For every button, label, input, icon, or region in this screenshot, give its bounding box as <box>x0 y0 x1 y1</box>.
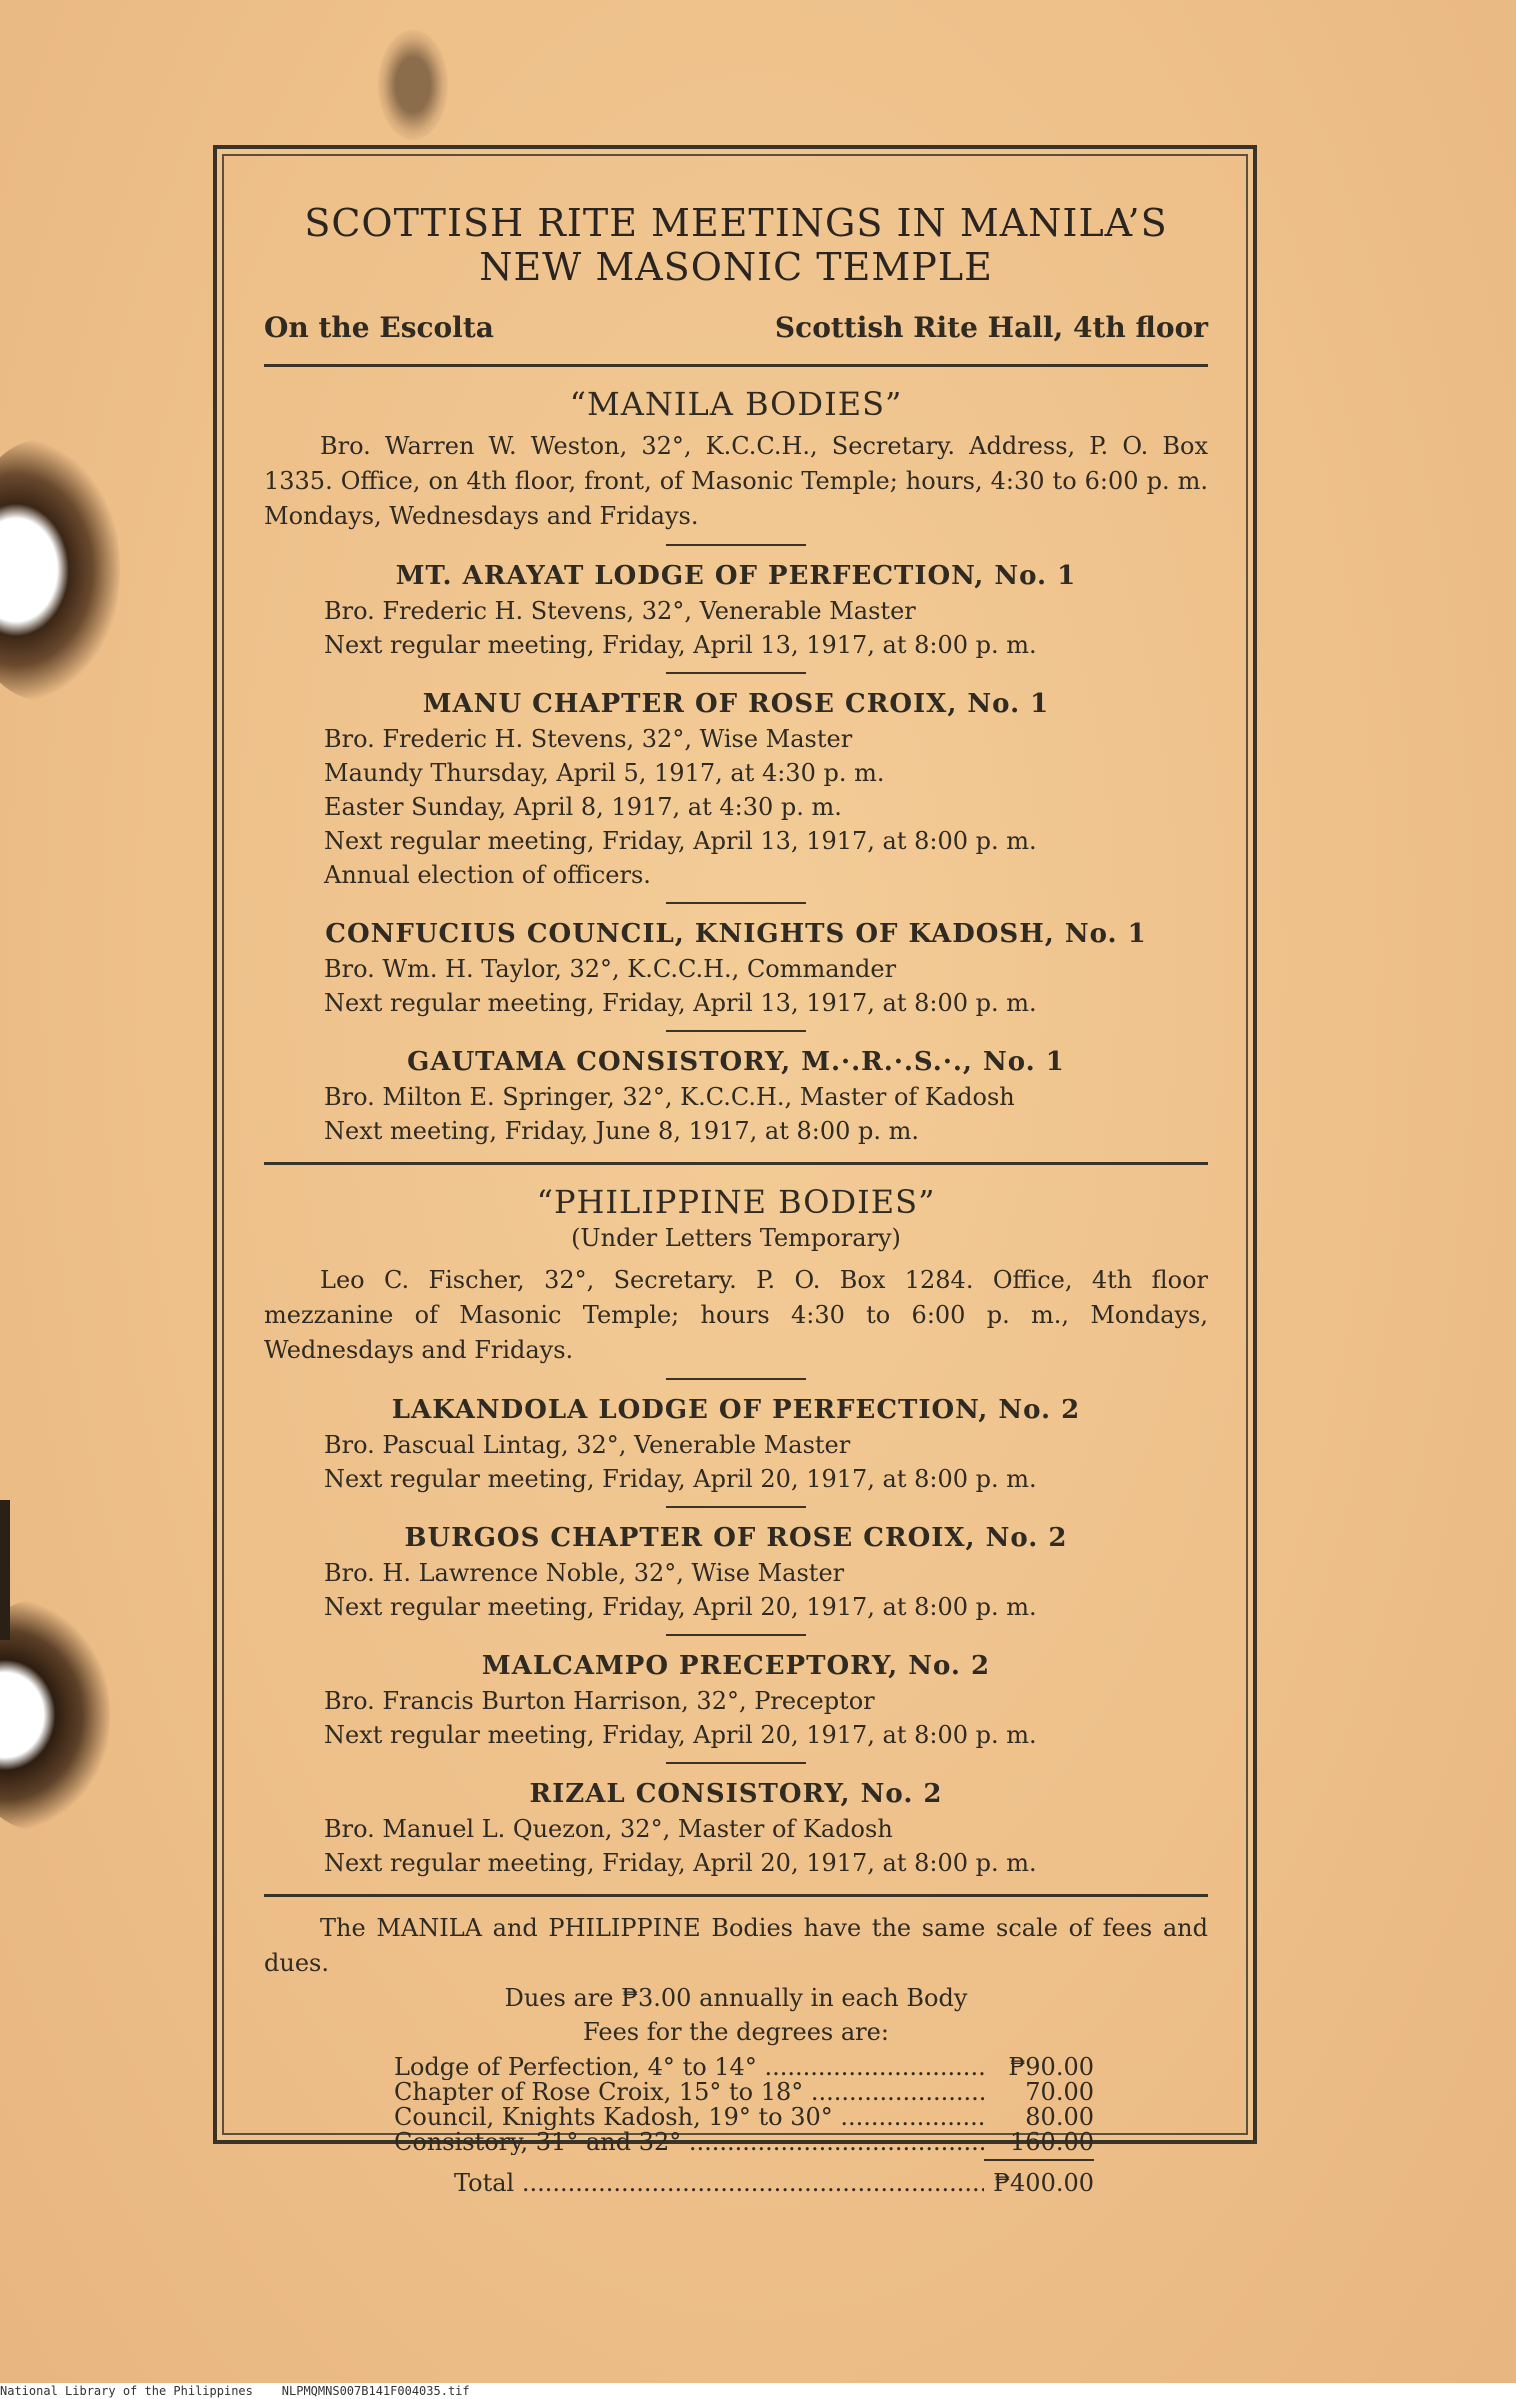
body-details <box>324 722 1208 892</box>
manila-bodies-list <box>264 544 1208 1148</box>
body-divider <box>666 672 806 674</box>
scan-footer <box>0 2383 1516 2399</box>
body-divider <box>666 1762 806 1764</box>
body-detail-line: Next regular meeting, Friday, April 13, 1917, at 8:00 p. m. <box>324 827 1037 855</box>
body-name: RIZAL CONSISTORY, No. 2 <box>529 1779 943 1809</box>
footer-file: NLPMQMNS007B141F004035.tif <box>281 2384 470 2398</box>
body-divider <box>666 1634 806 1636</box>
fee-row <box>394 2055 1094 2080</box>
body-detail-line: Bro. Manuel L. Quezon, 32°, Master of Kadosh <box>324 1815 893 1843</box>
body-divider <box>666 1506 806 1508</box>
philippine-heading: “PHILIPPINE BODIES” <box>536 1183 936 1221</box>
header-rule <box>264 364 1208 367</box>
fee-amount: 80.00 <box>1025 2103 1094 2131</box>
body-details <box>324 1684 1208 1752</box>
body-detail-line: Bro. Francis Burton Harrison, 32°, Preceptor <box>324 1687 875 1715</box>
fees-rule <box>264 1894 1208 1897</box>
body-name: MT. ARAYAT LODGE OF PERFECTION, No. 1 <box>395 561 1077 591</box>
body-detail-line: Bro. Frederic H. Stevens, 32°, Wise Master <box>324 725 853 753</box>
philippine-intro: Leo C. Fischer, 32°, Secretary. P. O. Box 1284. Office, 4th floor mezzanine of Masonic Temple; hours 4:30 to 6:00 p. m., Mondays, Wednesdays and Fridays. <box>264 1266 1208 1364</box>
fee-row <box>394 2105 1094 2130</box>
body-detail-line: Next regular meeting, Friday, April 20, 1917, at 8:00 p. m. <box>324 1849 1037 1877</box>
body-detail-line: Next meeting, Friday, June 8, 1917, at 8:00 p. m. <box>324 1117 920 1145</box>
body-divider <box>666 544 806 546</box>
location-row <box>264 311 1208 344</box>
body-detail-line: Maundy Thursday, April 5, 1917, at 4:30 p. m. <box>324 759 885 787</box>
fees-intro: The MANILA and PHILIPPINE Bodies have the same scale of fees and dues. <box>264 1914 1208 1977</box>
body-detail-line: Next regular meeting, Friday, April 20, 1917, at 8:00 p. m. <box>324 1721 1037 1749</box>
footer-source: National Library of the Philippines <box>0 2384 253 2398</box>
location-right: Scottish Rite Hall, 4th floor <box>774 311 1208 344</box>
body-details <box>324 594 1208 662</box>
body-details <box>324 952 1208 1020</box>
body-name: GAUTAMA CONSISTORY, M.·.R.·.S.·., No. 1 <box>407 1047 1065 1077</box>
fee-amount: 160.00 <box>1010 2128 1094 2156</box>
fee-sum-rule <box>984 2159 1094 2161</box>
title-line-1: SCOTTISH RITE MEETINGS IN MANILA’S <box>304 201 1168 245</box>
body-detail-line: Next regular meeting, Friday, April 13, 1917, at 8:00 p. m. <box>324 989 1037 1017</box>
fee-total-amount: ₱400.00 <box>993 2169 1094 2197</box>
body-details <box>324 1812 1208 1880</box>
body-divider <box>666 1378 806 1380</box>
fees-heading: Fees for the degrees are: <box>583 2018 889 2046</box>
fee-amount: ₱90.00 <box>1008 2053 1094 2081</box>
fee-label: Consistory, 31° and 32° ..... <box>394 2130 984 2155</box>
body-detail-line: Bro. Pascual Lintag, 32°, Venerable Master <box>324 1431 851 1459</box>
fee-total-label: Total ..... <box>454 2171 984 2196</box>
ink-smudge <box>378 30 448 140</box>
body-divider <box>666 902 806 904</box>
fee-row <box>394 2080 1094 2105</box>
fee-label: Council, Knights Kadosh, 19° to 30° ..... <box>394 2105 984 2130</box>
body-detail-line: Bro. Milton E. Springer, 32°, K.C.C.H., Master of Kadosh <box>324 1083 1015 1111</box>
manila-heading: “MANILA BODIES” <box>569 385 903 423</box>
fee-row <box>394 2130 1094 2155</box>
bordered-notice <box>213 145 1257 2197</box>
body-detail-line: Bro. Frederic H. Stevens, 32°, Venerable Master <box>324 597 916 625</box>
dues-line: Dues are ₱3.00 annually in each Body <box>504 1984 968 2012</box>
body-detail-line: Easter Sunday, April 8, 1917, at 4:30 p. m. <box>324 793 842 821</box>
fee-total-row <box>454 2171 1094 2196</box>
body-name: MALCAMPO PRECEPTORY, No. 2 <box>481 1651 991 1681</box>
body-detail-line: Bro. H. Lawrence Noble, 32°, Wise Master <box>324 1559 845 1587</box>
notice-content <box>264 201 1208 2196</box>
manila-intro: Bro. Warren W. Weston, 32°, K.C.C.H., Secretary. Address, P. O. Box 1335. Office, on 4th floor, front, of Masonic Temple; hours, 4:30 to 6:00 p. m. Mondays, Wednesdays and Fridays. <box>264 432 1208 530</box>
fee-amount: 70.00 <box>1025 2078 1094 2106</box>
body-divider <box>666 1030 806 1032</box>
body-details <box>324 1080 1208 1148</box>
body-detail-line: Next regular meeting, Friday, April 20, 1917, at 8:00 p. m. <box>324 1465 1037 1493</box>
philippine-bodies-list <box>264 1378 1208 1880</box>
fee-rows <box>394 2055 1094 2155</box>
edge-mark <box>0 1500 10 1640</box>
body-name: CONFUCIUS COUNCIL, KNIGHTS OF KADOSH, No. 1 <box>325 919 1147 949</box>
body-detail-line: Bro. Wm. H. Taylor, 32°, K.C.C.H., Commander <box>324 955 897 983</box>
section-rule <box>264 1162 1208 1165</box>
body-detail-line: Next regular meeting, Friday, April 20, 1917, at 8:00 p. m. <box>324 1593 1037 1621</box>
body-details <box>324 1428 1208 1496</box>
location-left: On the Escolta <box>264 311 494 344</box>
body-name: MANU CHAPTER OF ROSE CROIX, No. 1 <box>422 689 1050 719</box>
philippine-subheading: (Under Letters Temporary) <box>571 1224 901 1252</box>
body-name: BURGOS CHAPTER OF ROSE CROIX, No. 2 <box>404 1523 1068 1553</box>
fee-label: Chapter of Rose Croix, 15° to 18° ..... <box>394 2080 984 2105</box>
body-detail-line: Annual election of officers. <box>324 861 651 889</box>
fees-table <box>394 2055 1094 2196</box>
body-name: LAKANDOLA LODGE OF PERFECTION, No. 2 <box>391 1395 1081 1425</box>
fee-label: Lodge of Perfection, 4° to 14° ..... <box>394 2055 984 2080</box>
body-detail-line: Next regular meeting, Friday, April 13, 1917, at 8:00 p. m. <box>324 631 1037 659</box>
title-line-2: NEW MASONIC TEMPLE <box>479 245 993 289</box>
body-details <box>324 1556 1208 1624</box>
